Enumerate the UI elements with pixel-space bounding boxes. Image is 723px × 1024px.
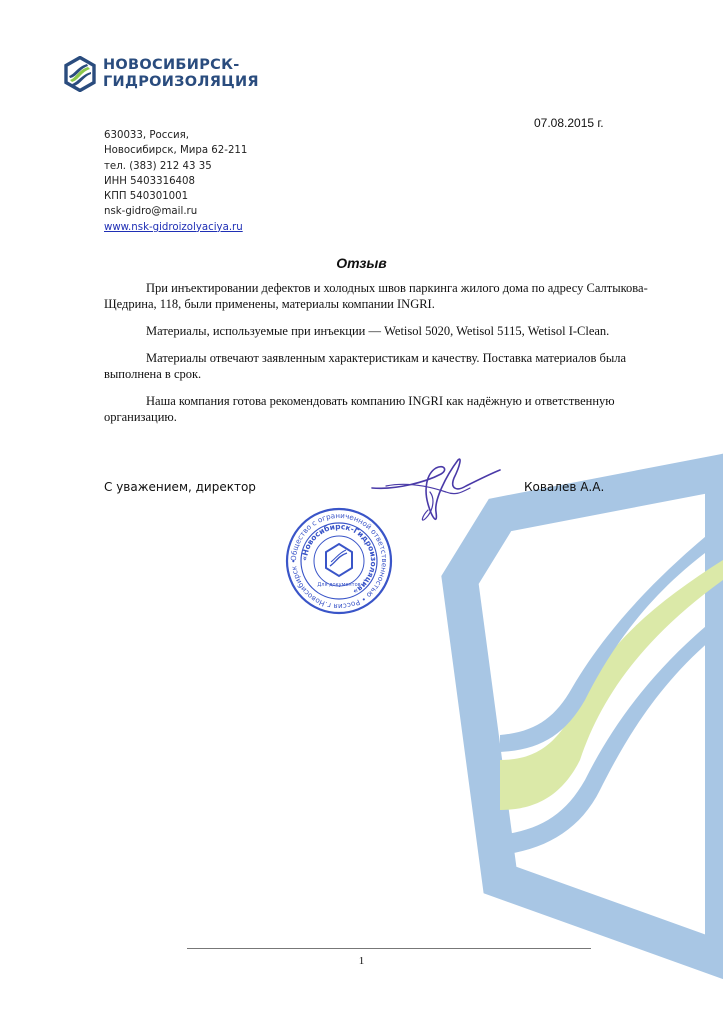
paragraph-1: При инъектировании дефектов и холодных швов паркинга жилого дома по адресу Салтыкова-Щедрина, 118, были применены, материалы компании INGRI.	[104, 281, 648, 311]
email-line: nsk-gidro@mail.ru	[104, 206, 198, 218]
page-number: 1	[358, 955, 365, 967]
phone-line: тел. (383) 212 43 35	[104, 160, 212, 172]
company-stamp	[284, 506, 394, 616]
company-logo	[64, 56, 259, 92]
footer-divider	[187, 948, 591, 949]
stamp-outer-text: Общество с ограниченной ответственностью • Россия г.Новосибирск •	[288, 510, 390, 612]
paragraph-3: Материалы отвечают заявленным характеристикам и качеству. Поставка материалов была выполнена в срок.	[104, 351, 627, 381]
website-link[interactable]: www.nsk-gidroizolyaciya.ru	[104, 221, 243, 233]
logo-line-2: ГИДРОИЗОЛЯЦИЯ	[103, 74, 259, 90]
letter-date: 07.08.2015 г.	[534, 116, 604, 130]
paragraph-2: Материалы, используемые при инъекции — Wetisol 5020, Wetisol 5115, Wetisol I-Clean.	[146, 324, 610, 338]
logo-line-1: НОВОСИБИРСК-	[103, 57, 240, 73]
kpp-line: КПП 540301001	[104, 191, 189, 203]
logo-hexagon-icon	[64, 56, 96, 92]
letter-title: Отзыв	[336, 255, 387, 271]
paragraph-4: Наша компания готова рекомендовать компанию INGRI как надёжную и ответственную организацию.	[104, 394, 615, 424]
stamp-inner-text: «Новосибирск-Гидроизоляция»	[299, 521, 379, 597]
logo-text	[103, 57, 259, 91]
inn-line: ИНН 5403316408	[104, 175, 195, 187]
signer-name: Ковалев А.А.	[524, 480, 605, 494]
contact-block	[104, 128, 247, 235]
stamp-center-text: Для документов	[317, 582, 361, 588]
address-line-1: 630033, Россия,	[104, 130, 189, 141]
letter-body	[104, 280, 664, 436]
stamp-hexagon-icon	[326, 544, 352, 576]
address-line-2: Новосибирск, Мира 62-211	[104, 145, 248, 157]
closing-text: С уважением, директор	[104, 480, 256, 494]
